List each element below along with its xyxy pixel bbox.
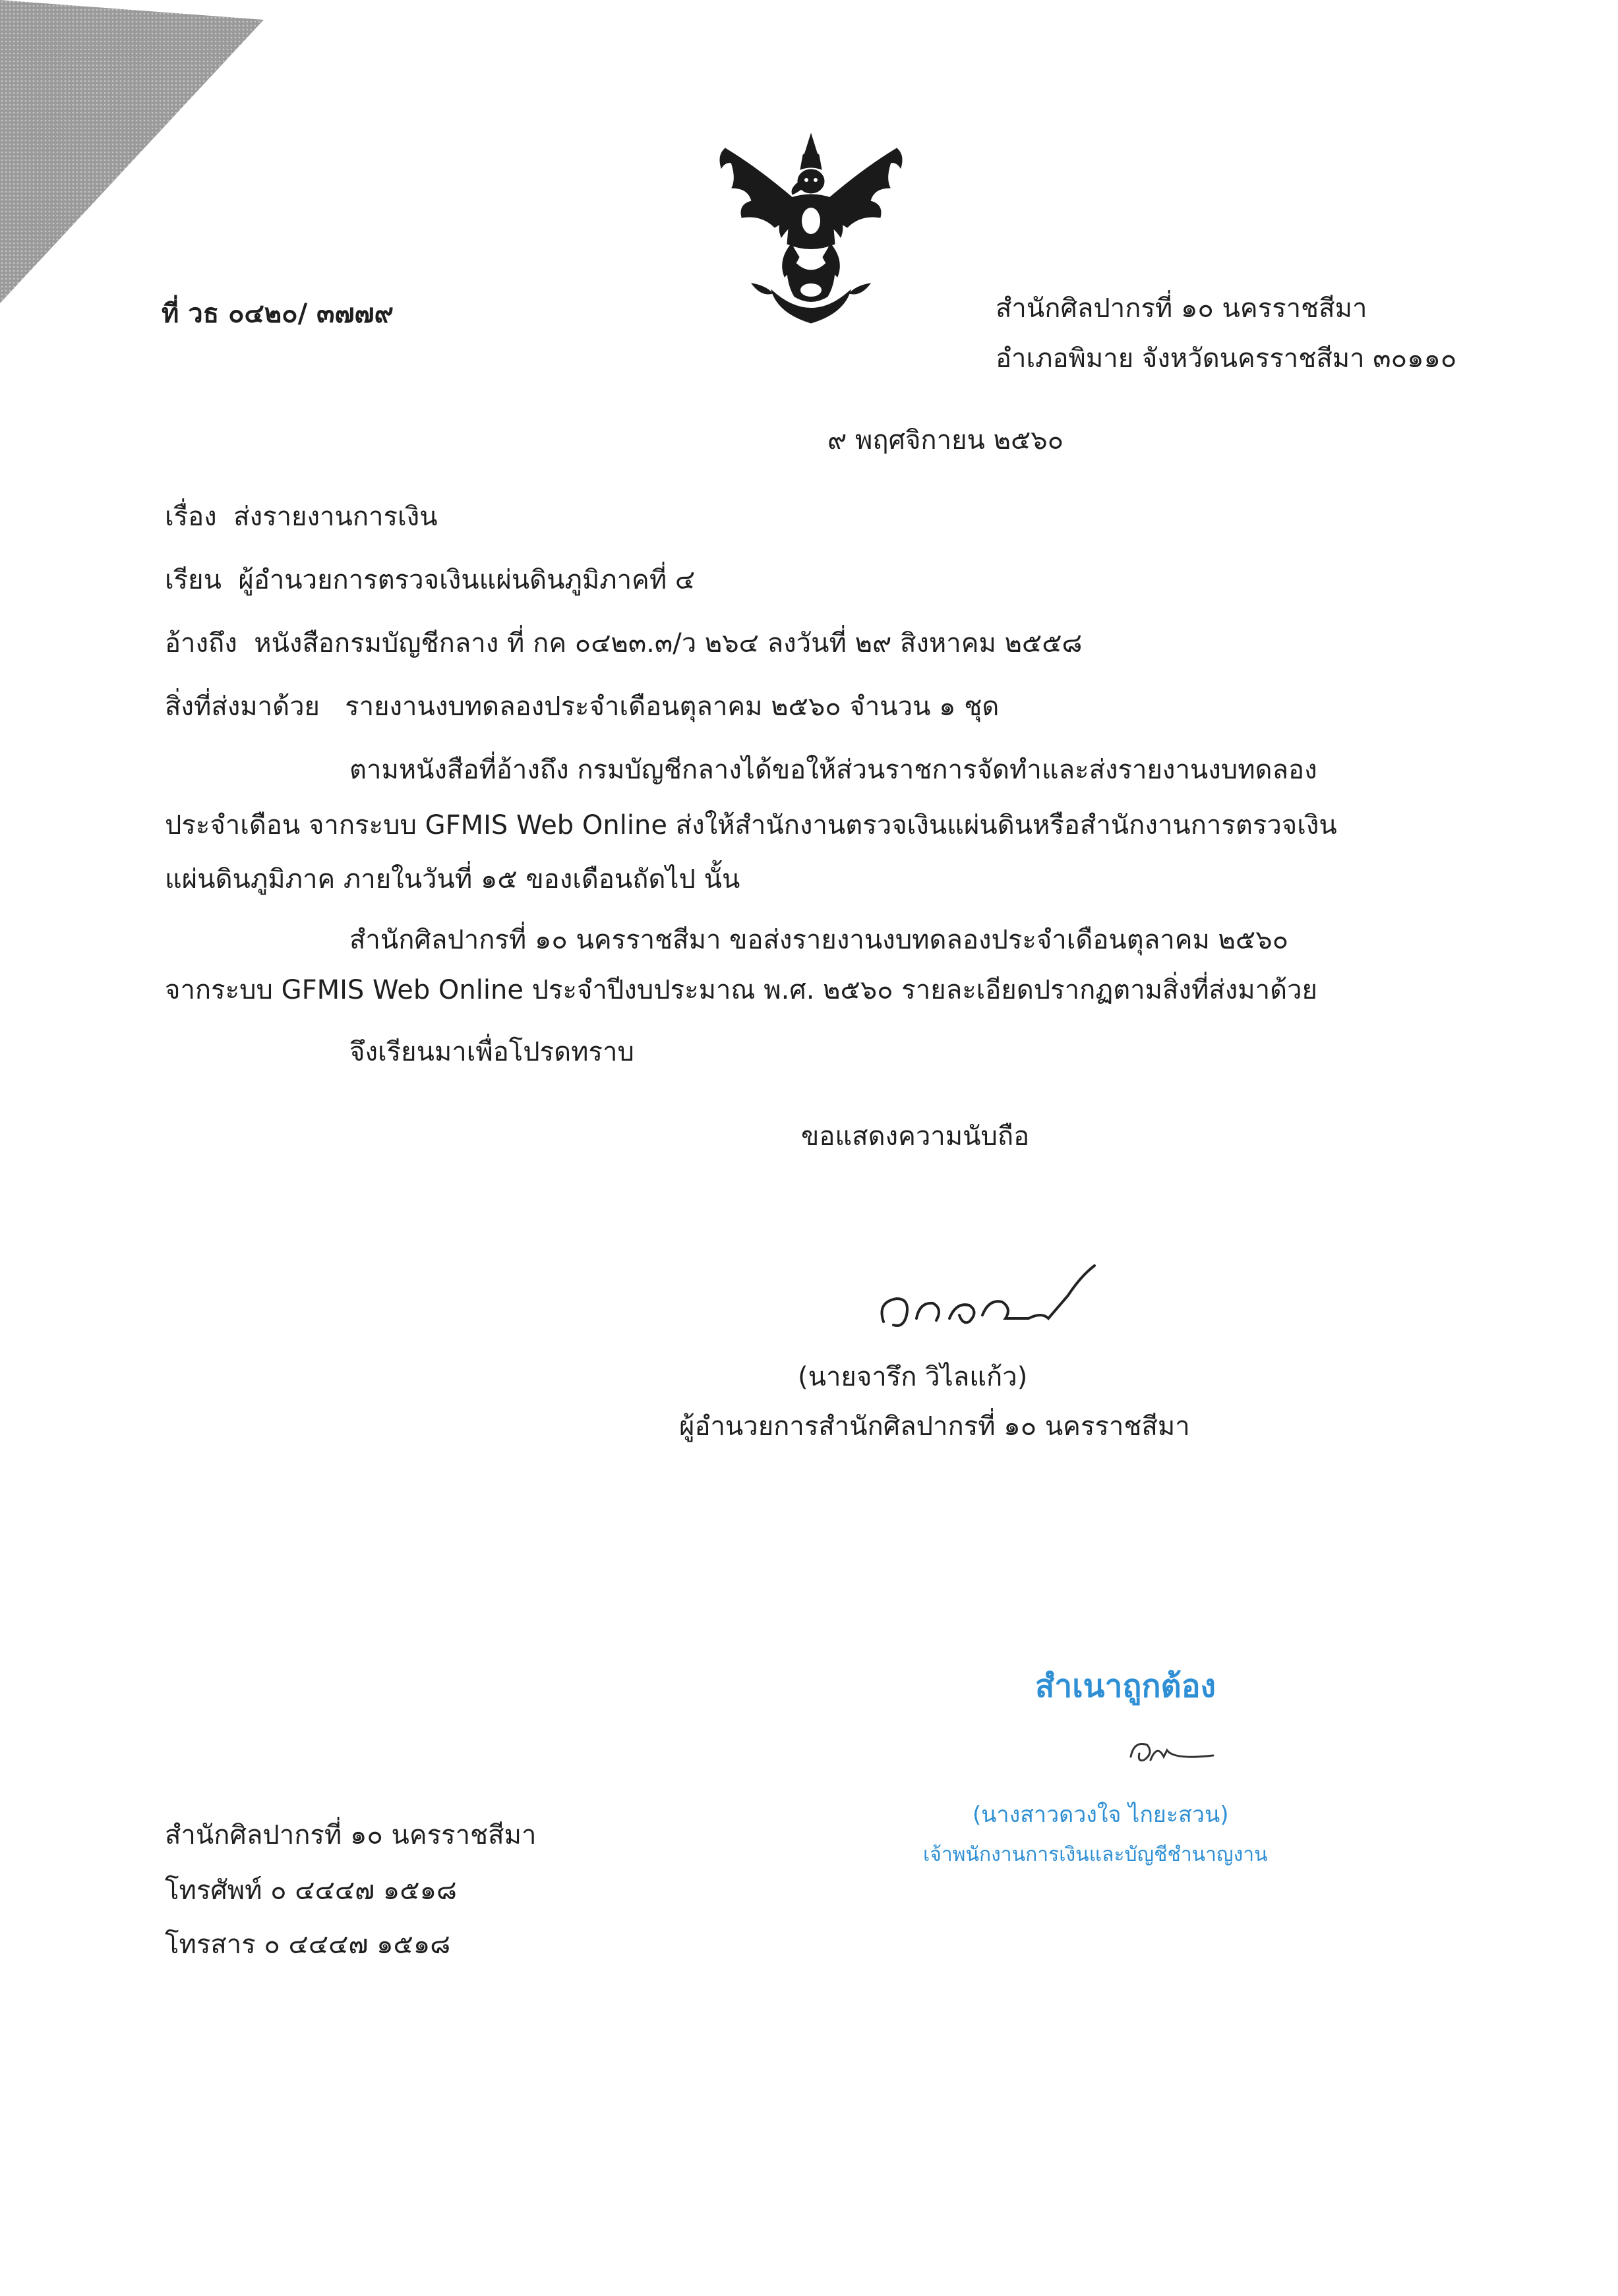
body-paragraph3: จึงเรียนมาเพื่อโปรดทราบ bbox=[349, 1037, 634, 1067]
recipient-text: ผู้อำนวยการตรวจเงินแผ่นดินภูมิภาคที่ ๔ bbox=[238, 565, 696, 595]
enclosure-label: สิ่งที่ส่งมาด้วย bbox=[165, 692, 320, 722]
subject-line bbox=[165, 501, 438, 533]
scan-corner-shadow bbox=[0, 0, 264, 303]
footer-phone: โทรศัพท์ ๐ ๔๔๔๗ ๑๕๑๘ bbox=[165, 1875, 457, 1906]
body-paragraph1-line3: แผ่นดินภูมิภาค ภายในวันที่ ๑๕ ของเดือนถัดไป นั้น bbox=[165, 864, 740, 895]
certified-copy-name: (นางสาวดวงใจ ไกยะสวน) bbox=[973, 1802, 1229, 1828]
signature-mark bbox=[870, 1262, 1108, 1361]
subject-label: เรื่อง bbox=[165, 502, 217, 532]
reference-text: หนังสือกรมบัญชีกลาง ที่ กค ๐๔๒๓.๓/ว ๒๖๔ ลงวันที่ ๒๙ สิงหาคม ๒๕๕๘ bbox=[254, 628, 1083, 659]
enclosure-line bbox=[165, 691, 999, 722]
body-paragraph1-line2: ประจำเดือน จากระบบ GFMIS Web Online ส่งให้สำนักงานตรวจเงินแผ่นดินหรือสำนักงานการตรวจเงิน bbox=[165, 810, 1337, 840]
org-address-line2: อำเภอพิมาย จังหวัดนครราชสีมา ๓๐๑๑๐ bbox=[996, 343, 1457, 374]
org-address-line1: สำนักศิลปากรที่ ๑๐ นครราชสีมา bbox=[996, 293, 1367, 324]
reference-label: อ้างถึง bbox=[165, 628, 237, 659]
reference-number: ที่ วธ ๐๔๒๐/ ๓๗๗๙ bbox=[162, 299, 394, 329]
footer-fax: โทรสาร ๐ ๔๔๔๗ ๑๕๑๘ bbox=[165, 1929, 451, 1960]
recipient-label: เรียน bbox=[165, 565, 222, 595]
document-date: ๙ พฤศจิกายน ๒๕๖๐ bbox=[827, 425, 1064, 456]
signatory-name: (นายจารึก วิไลแก้ว) bbox=[798, 1362, 1028, 1392]
garuda-emblem-icon bbox=[712, 129, 910, 333]
certified-signature-mark bbox=[1121, 1730, 1240, 1777]
recipient-line bbox=[165, 564, 695, 596]
enclosure-text: รายงานงบทดลองประจำเดือนตุลาคม ๒๕๖๐ จำนวน ๑ ชุด bbox=[345, 692, 1000, 722]
reference-line bbox=[165, 628, 1082, 659]
body-paragraph2-line1: สำนักศิลปากรที่ ๑๐ นครราชสีมา ขอส่งรายงานงบทดลองประจำเดือนตุลาคม ๒๕๖๐ bbox=[349, 925, 1289, 955]
footer-org: สำนักศิลปากรที่ ๑๐ นครราชสีมา bbox=[165, 1820, 537, 1850]
signatory-position: ผู้อำนวยการสำนักศิลปากรที่ ๑๐ นครราชสีมา bbox=[679, 1411, 1190, 1442]
certified-copy-position: เจ้าพนักงานการเงินและบัญชีชำนาญงาน bbox=[923, 1843, 1268, 1866]
certified-copy-title: สำเนาถูกต้อง bbox=[1035, 1668, 1216, 1705]
body-paragraph1-line1: ตามหนังสือที่อ้างถึง กรมบัญชีกลางได้ขอให้ส่วนราชการจัดทำและส่งรายงานงบทดลอง bbox=[349, 755, 1317, 785]
closing-salutation: ขอแสดงความนับถือ bbox=[801, 1121, 1030, 1152]
subject-text: ส่งรายงานการเงิน bbox=[233, 502, 438, 532]
body-paragraph2-line2: จากระบบ GFMIS Web Online ประจำปีงบประมาณ พ.ศ. ๒๕๖๐ รายละเอียดปรากฏตามสิ่งที่ส่งมาด้วย bbox=[165, 975, 1317, 1005]
